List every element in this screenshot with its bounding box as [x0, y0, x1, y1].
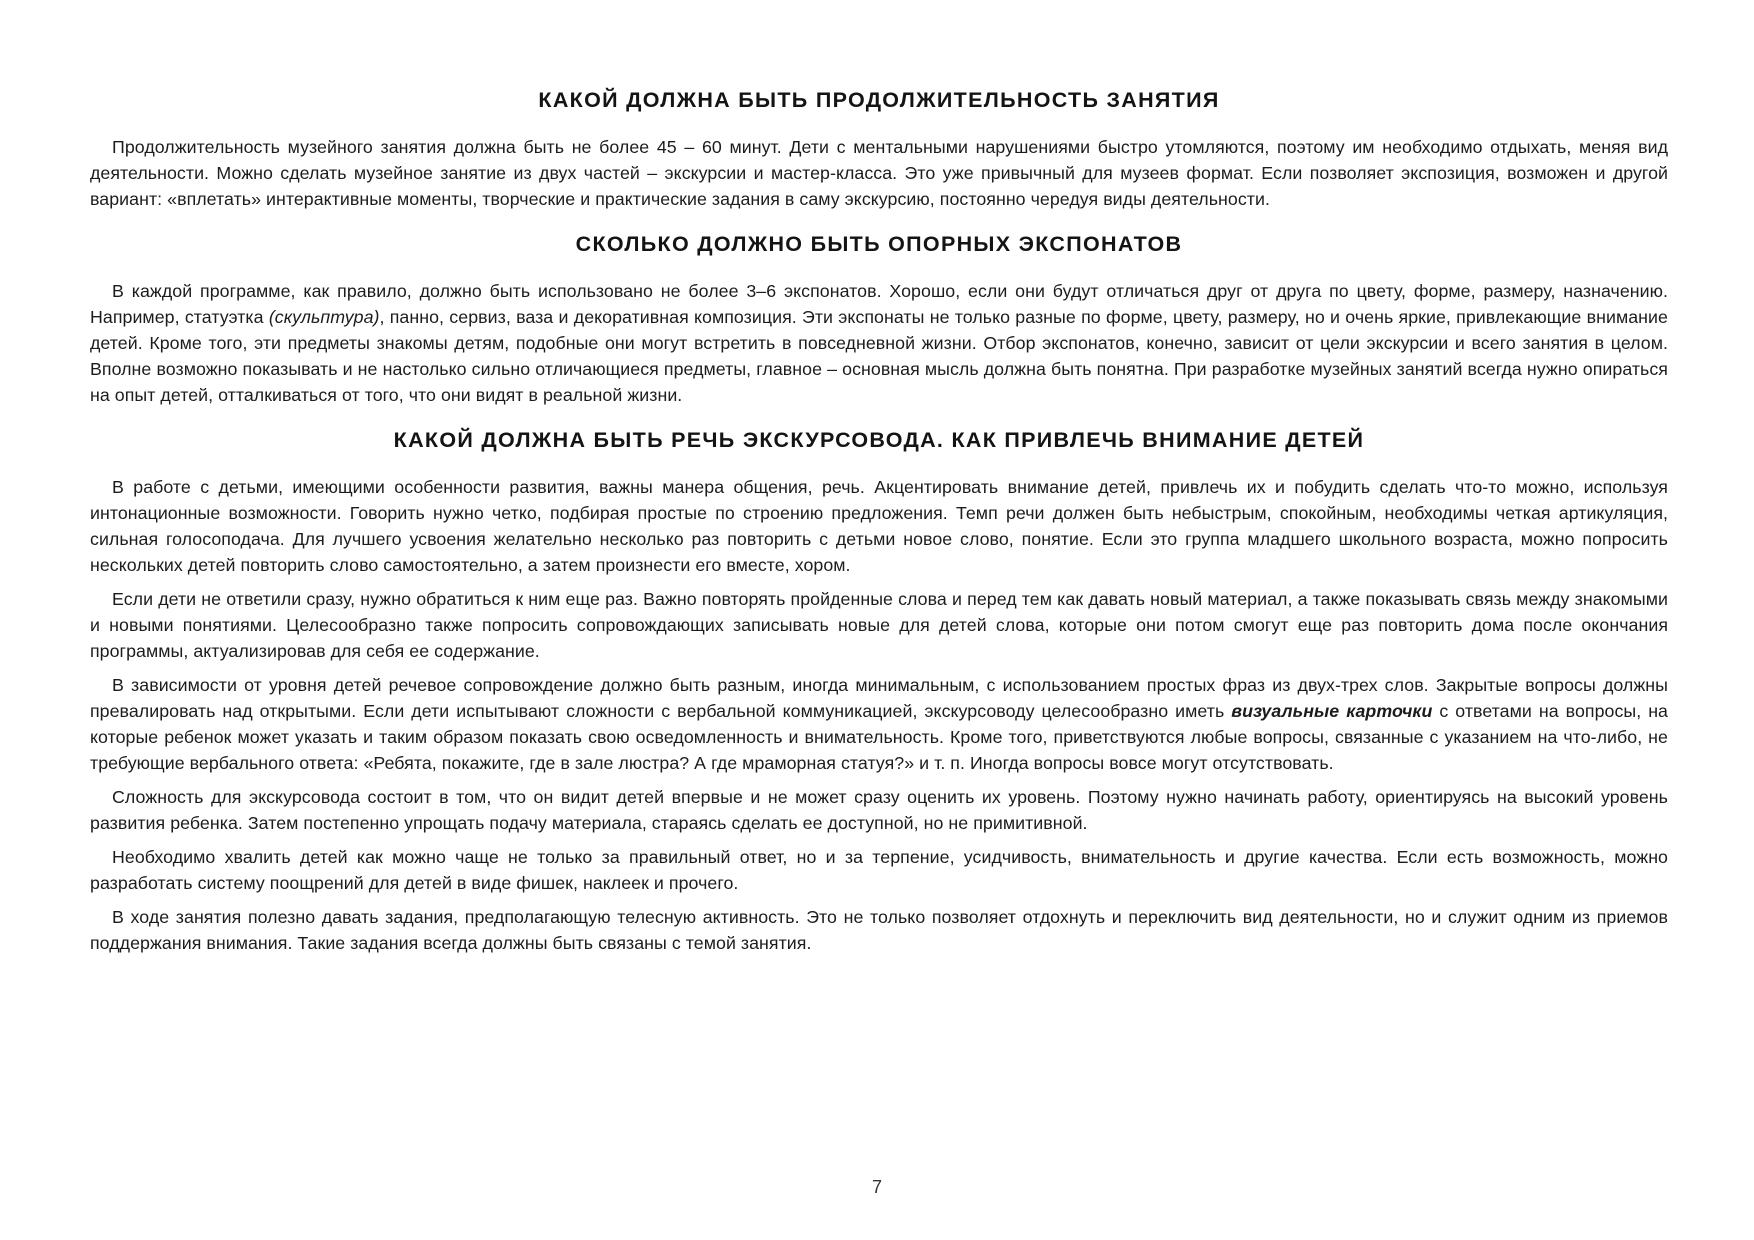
page-number: 7	[871, 1177, 882, 1197]
paragraph: Необходимо хвалить детей как можно чаще не только за правильный ответ, но и за терпение, усидчивость, внимательность и другие качества. Если есть возможность, можно разработать систему поощрений для детей в виде фишек, наклеек и прочего.	[90, 847, 1668, 893]
paragraph	[90, 672, 1668, 776]
italic-term: (скульптура)	[268, 307, 380, 327]
paragraph: В работе с детьми, имеющими особенности развития, важны манера общения, речь. Акцентировать внимание детей, привлечь их и побудить сделать что-то можно, используя интонационные возможности. Говорить нужно четко, подбирая простые по строению предложения. Темп речи должен быть небыстрым, спокойным, необходимы четкая артикуляция, сильная голосоподача. Для лучшего усвоения желательно несколько раз повторить с детьми новое слово, понятие. Если это группа младшего школьного возраста, можно попросить нескольких детей повторить слово самостоятельно, а затем произнести его вместе, хором.	[90, 477, 1668, 575]
paragraph	[90, 278, 1668, 408]
bold-italic-term: визуальные карточки	[1231, 701, 1433, 721]
document-page	[90, 80, 1668, 968]
section-guide-speech	[90, 420, 1668, 956]
section-body	[90, 278, 1668, 408]
paragraph: Продолжительность музейного занятия должна быть не более 45 – 60 минут. Дети с ментальными нарушениями быстро утомляются, поэтому им необходимо отдыхать, меняя вид деятельности. Можно сделать музейное занятие из двух частей – экскурсии и мастер-класса. Это уже привычный для музеев формат. Если позволяет экспозиция, возможен и другой вариант: «вплетать» интерактивные моменты, творческие и практические задания в саму экскурсию, постоянно чередуя виды деятельности.	[90, 137, 1668, 209]
paragraph: Сложность для экскурсовода состоит в том, что он видит детей впервые и не может сразу оценить их уровень. Поэтому нужно начинать работу, ориентируясь на высокий уровень развития ребенка. Затем постепенно упрощать подачу материала, стараясь сделать ее доступной, но не примитивной.	[90, 787, 1668, 833]
paragraph: В ходе занятия полезно давать задания, предполагающую телесную активность. Это не только позволяет отдохнуть и переключить вид деятельности, но и служит одним из приемов поддержания внимания. Такие задания всегда должны быть связаны с темой занятия.	[90, 907, 1668, 953]
section-body	[90, 134, 1668, 212]
section-body	[90, 474, 1668, 956]
section-title: КАКОЙ ДОЛЖНА БЫТЬ РЕЧЬ ЭКСКУРСОВОДА. КАК ПРИВЛЕЧЬ ВНИМАНИЕ ДЕТЕЙ	[393, 428, 1365, 452]
paragraph-text: В каждой программе, как правило, должно быть использовано не более 3–6 экспонатов. Хорошо, если они будут отличаться друг от друга по цвету, форме, размеру, назначению. Например, статуэтка	[90, 281, 1668, 327]
section-title: СКОЛЬКО ДОЛЖНО БЫТЬ ОПОРНЫХ ЭКСПОНАТОВ	[575, 232, 1183, 256]
section-title: КАКОЙ ДОЛЖНА БЫТЬ ПРОДОЛЖИТЕЛЬНОСТЬ ЗАНЯТИЯ	[538, 88, 1220, 112]
section-exhibits	[90, 224, 1668, 408]
section-duration	[90, 80, 1668, 212]
paragraph-text: В зависимости от уровня детей речевое сопровождение должно быть разным, иногда минимальным, с использованием простых фраз из двух-трех слов. Закрытые вопросы должны превалировать над открытыми. Если дети испытывают сложности с вербальной коммуникацией, экскурсоводу целесообразно иметь	[90, 675, 1668, 721]
paragraph-text: с ответами на вопросы, на которые ребенок может указать и таким образом показать свою осведомленность и внимательность. Кроме того, приветствуются любые вопросы, связанные с указанием на что-либо, не требующие вербального ответа: «Ребята, покажите, где в зале люстра? А где мраморная статуя?» и т. п. Иногда вопросы вовсе могут отсутствовать.	[90, 701, 1668, 773]
paragraph: Если дети не ответили сразу, нужно обратиться к ним еще раз. Важно повторять пройденные слова и перед тем как давать новый материал, а также показывать связь между знакомыми и новыми понятиями. Целесообразно также попросить сопровождающих записывать новые для детей слова, которые они потом смогут еще раз повторить дома после окончания программы, актуализировав для себя ее содержание.	[90, 589, 1668, 661]
paragraph-text: , панно, сервиз, ваза и декоративная композиция. Эти экспонаты не только разные по форме, цвету, размеру, но и очень яркие, привлекающие внимание детей. Кроме того, эти предметы знакомы детям, подобные они могут встретить в повседневной жизни. Отбор экспонатов, конечно, зависит от цели экскурсии и всего занятия в целом. Вполне возможно показывать и не настолько сильно отличающиеся предметы, главное – основная мысль должна быть понятна. При разработке музейных занятий всегда нужно опираться на опыт детей, отталкиваться от того, что они видят в реальной жизни.	[90, 307, 1668, 405]
